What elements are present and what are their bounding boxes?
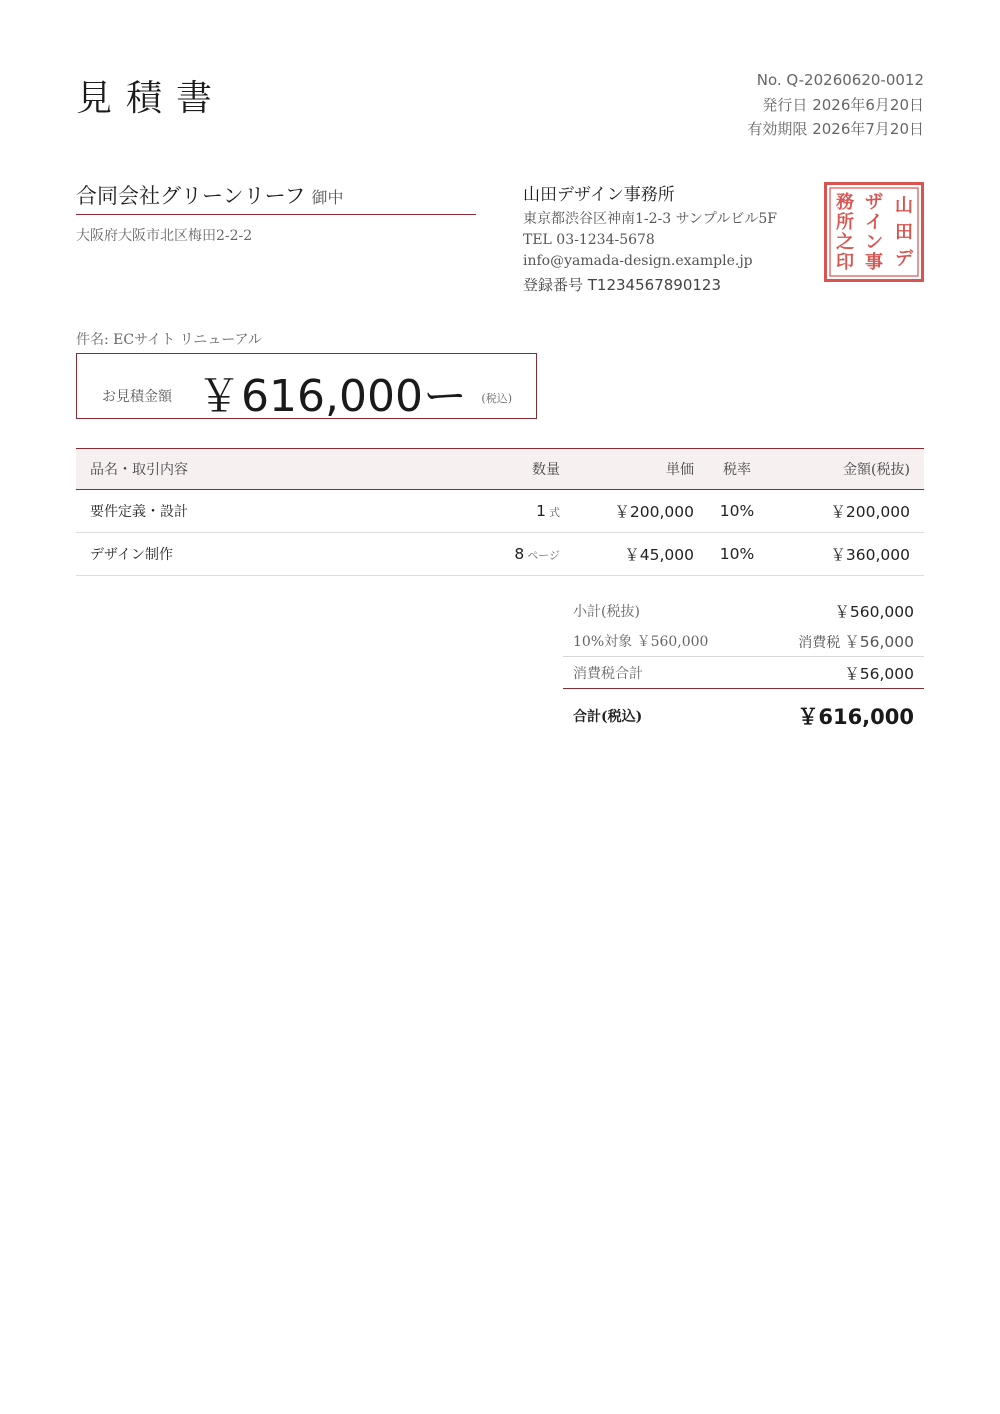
issuer-email: info@yamada-design.example.jp bbox=[523, 253, 753, 269]
header-unit-price: 単価 bbox=[666, 462, 694, 478]
tax-breakdown bbox=[798, 630, 914, 652]
item-name: 要件定義・設計 bbox=[90, 504, 188, 520]
seal-glyph: 山 bbox=[895, 195, 913, 217]
item-amount: ￥200,000 bbox=[830, 503, 910, 521]
issuer-registration: 登録番号 T1234567890123 bbox=[523, 276, 721, 294]
document-meta bbox=[747, 68, 924, 142]
seal-glyph: 事 bbox=[865, 252, 883, 273]
grand-total-row bbox=[563, 689, 924, 743]
issue-date: 発行日 2026年6月20日 bbox=[762, 95, 924, 114]
header-name: 品名・取引内容 bbox=[90, 462, 188, 478]
subtotal-value: ￥560,000 bbox=[834, 603, 914, 621]
seal-glyph: 印 bbox=[836, 252, 854, 273]
item-qty-unit: 式 bbox=[549, 506, 560, 519]
tax-total-row bbox=[563, 657, 924, 689]
seal-glyph: ザ bbox=[865, 192, 883, 213]
total-box-tax-note: (税込) bbox=[481, 392, 512, 405]
item-unit-price: ￥200,000 bbox=[614, 503, 694, 521]
grand-total-value: ￥616,000 bbox=[797, 705, 914, 729]
recipient-honorific: 御中 bbox=[311, 188, 344, 207]
seal-glyph: イ bbox=[865, 212, 883, 233]
recipient-block bbox=[76, 180, 476, 215]
issuer-address: 東京都渋谷区神南1-2-3 サンプルビル5F bbox=[523, 211, 777, 227]
table-row bbox=[76, 490, 924, 533]
summary-block bbox=[563, 596, 924, 743]
items-table bbox=[76, 448, 924, 576]
quote-number: No. Q-20260620-0012 bbox=[756, 71, 924, 89]
subtotal-row bbox=[563, 596, 924, 626]
grand-total-label: 合計(税込) bbox=[573, 709, 643, 725]
header-tax-rate: 税率 bbox=[723, 462, 751, 478]
recipient-address: 大阪府大阪市北区梅田2-2-2 bbox=[76, 228, 253, 244]
subtotal-label: 小計(税抜) bbox=[573, 604, 640, 620]
item-qty bbox=[506, 545, 560, 563]
header-qty: 数量 bbox=[532, 462, 560, 478]
total-box-label: お見積金額 bbox=[102, 389, 172, 405]
item-name: デザイン制作 bbox=[90, 547, 174, 563]
document-title: 見積書 bbox=[76, 78, 227, 119]
valid-until: 有効期限 2026年7月20日 bbox=[747, 120, 924, 138]
taxable-base-label: 10%対象 ￥560,000 bbox=[573, 634, 709, 650]
tax-breakdown-row bbox=[563, 626, 924, 657]
table-row bbox=[76, 533, 924, 576]
tax-total-label: 消費税合計 bbox=[573, 665, 643, 682]
seal-glyph: 務 bbox=[836, 192, 854, 213]
seal-glyph: 所 bbox=[836, 212, 854, 233]
seal-glyph: ン bbox=[865, 232, 883, 253]
tax-total-value: ￥56,000 bbox=[844, 664, 914, 683]
seal-glyph: 之 bbox=[836, 232, 854, 253]
item-qty-value: 8 bbox=[514, 545, 525, 563]
item-tax-rate: 10% bbox=[719, 502, 755, 520]
item-qty-unit: ページ bbox=[527, 549, 560, 562]
seal-glyph: 田 bbox=[895, 222, 913, 243]
subject-line: 件名: ECサイト リニューアル bbox=[76, 332, 263, 348]
seal-glyph: デ bbox=[895, 248, 913, 270]
item-tax-rate: 10% bbox=[719, 545, 755, 563]
recipient-name: 合同会社グリーンリーフ bbox=[76, 184, 306, 208]
issuer-name: 山田デザイン事務所 bbox=[523, 185, 675, 205]
issuer-tel: TEL 03-1234-5678 bbox=[523, 232, 655, 248]
item-unit-price: ￥45,000 bbox=[624, 546, 694, 564]
company-seal bbox=[824, 182, 924, 282]
item-qty-value: 1 bbox=[536, 502, 546, 520]
item-qty bbox=[506, 502, 560, 520]
table-header bbox=[76, 448, 924, 490]
tax-label: 消費税 bbox=[798, 635, 841, 651]
total-box-amount: ￥616,000ー bbox=[197, 371, 467, 422]
tax-value: ￥56,000 bbox=[844, 633, 914, 651]
header-amount: 金額(税抜) bbox=[843, 462, 910, 478]
total-amount-box bbox=[76, 353, 537, 422]
issuer-block bbox=[523, 180, 813, 295]
item-amount: ￥360,000 bbox=[830, 546, 910, 564]
